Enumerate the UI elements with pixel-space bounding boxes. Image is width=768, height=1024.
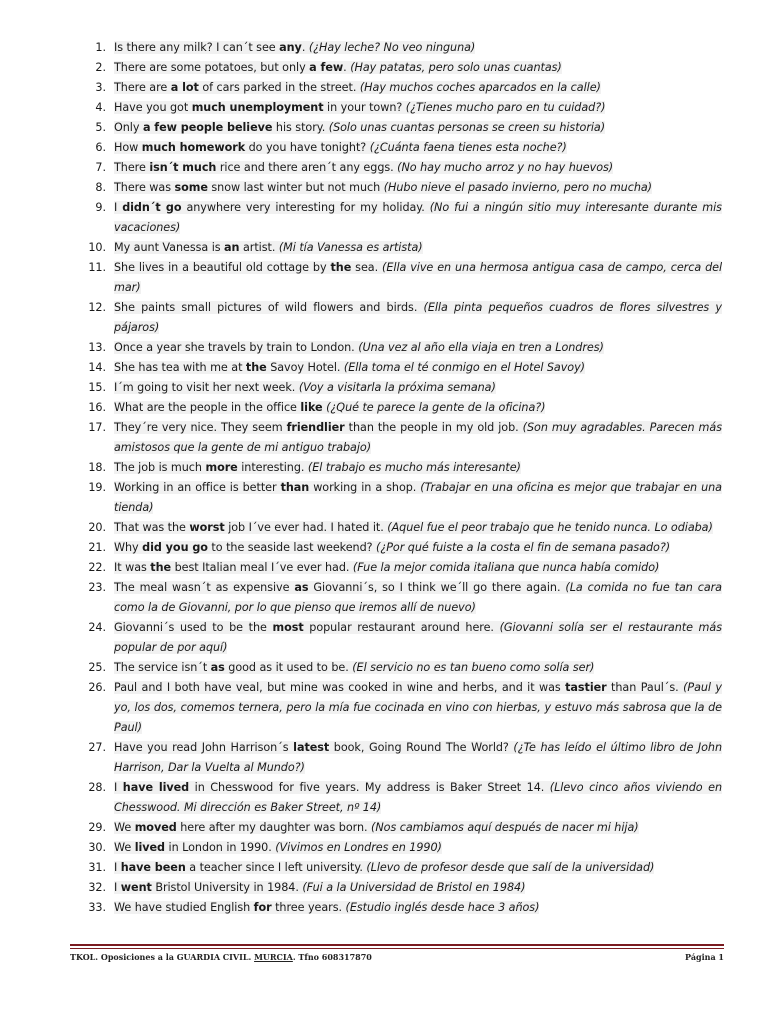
item-text	[114, 78, 722, 98]
footer-phone: . Tfno 608317870	[292, 952, 372, 962]
list-item	[0, 558, 768, 578]
item-number: 32.	[88, 881, 106, 894]
item-text	[114, 118, 722, 138]
item-number: 23.	[88, 581, 106, 594]
spanish-translation: (Son muy agradables. Parecen más amistosos que la gente de mi antiguo trabajo)	[114, 421, 722, 454]
item-highlight	[114, 841, 442, 854]
key-phrase: some	[174, 181, 208, 194]
key-phrase: tastier	[565, 681, 607, 694]
sentence-text: his story.	[272, 121, 329, 134]
spanish-translation: (Ella vive en una hermosa antigua casa de campo, cerca del mar)	[114, 261, 723, 294]
item-number: 3.	[95, 81, 106, 94]
item-number: 1.	[95, 41, 106, 54]
key-phrase: worst	[189, 521, 225, 534]
sentence-text: Working in an office is better	[114, 481, 281, 494]
sentence-text: to the seaside last weekend?	[207, 541, 377, 554]
key-phrase: have been	[120, 861, 186, 874]
item-highlight	[114, 581, 722, 614]
sentence-text: a teacher since I left university.	[185, 861, 367, 874]
sentence-text: I	[114, 781, 123, 794]
list-item	[0, 258, 768, 298]
sentence-text: here after my daughter was born.	[176, 821, 372, 834]
list-item	[0, 838, 768, 858]
item-highlight	[114, 881, 525, 894]
spanish-translation: (Paul y yo, los dos, comemos ternera, pero la mía fue cocinada en vino con hierbas, y estuvo más sabrosa que la de Paul)	[114, 681, 722, 734]
list-item	[0, 358, 768, 378]
item-text	[114, 518, 722, 538]
sentence-text: snow last winter but not much	[207, 181, 384, 194]
item-text	[114, 158, 722, 178]
item-text	[114, 738, 722, 778]
spanish-translation: (Llevo cinco años viviendo en Chesswood. Mi dirección es Baker Street, nº 14)	[114, 781, 722, 814]
sentence-text: She has tea with me at	[114, 361, 246, 374]
item-highlight	[114, 421, 722, 454]
item-text	[114, 58, 722, 78]
item-number: 25.	[88, 661, 106, 674]
item-number: 6.	[95, 141, 106, 154]
spanish-translation: (El trabajo es mucho más interesante)	[307, 461, 521, 474]
item-text	[114, 198, 722, 238]
sentence-text: She paints small pictures of wild flowers and birds.	[114, 301, 424, 314]
sentence-text: We	[114, 821, 135, 834]
key-phrase: a few people believe	[142, 121, 273, 134]
key-phrase: most	[272, 621, 304, 634]
item-highlight	[114, 901, 539, 914]
key-phrase: as	[294, 581, 309, 594]
list-item	[0, 398, 768, 418]
item-text	[114, 458, 722, 478]
key-phrase: did you go	[142, 541, 208, 554]
sentence-text: working in a shop.	[309, 481, 421, 494]
item-text	[114, 658, 722, 678]
list-item	[0, 858, 768, 878]
list-item	[0, 138, 768, 158]
footer-left	[70, 952, 372, 962]
list-item	[0, 778, 768, 818]
list-item	[0, 78, 768, 98]
sentence-text: .	[301, 41, 309, 54]
spanish-translation: (Ella pinta pequeños cuadros de flores silvestres y pájaros)	[114, 301, 722, 334]
item-number: 28.	[88, 781, 106, 794]
spanish-translation: (Ella toma el té conmigo en el Hotel Savoy)	[343, 361, 585, 374]
list-item	[0, 178, 768, 198]
key-phrase: an	[224, 241, 240, 254]
key-phrase: friendlier	[286, 421, 345, 434]
key-phrase: the	[245, 361, 267, 374]
sentence-text: than Paul´s.	[606, 681, 684, 694]
key-phrase: have lived	[122, 781, 190, 794]
sentence-text: artist.	[239, 241, 279, 254]
item-highlight	[114, 261, 722, 294]
key-phrase: a lot	[170, 81, 199, 94]
sentence-text: Have you got	[114, 101, 192, 114]
key-phrase: any	[279, 41, 302, 54]
sentence-text: My aunt Vanessa is	[114, 241, 225, 254]
sentence-text: Only	[114, 121, 143, 134]
spanish-translation: (Trabajar en una oficina es mejor que trabajar en una tienda)	[114, 481, 722, 514]
item-text	[114, 98, 722, 118]
exercise-list	[0, 38, 768, 918]
sentence-text: There are	[114, 81, 171, 94]
key-phrase: like	[300, 401, 323, 414]
list-item	[0, 658, 768, 678]
sentence-text: in your town?	[323, 101, 406, 114]
list-item	[0, 618, 768, 658]
sentence-text: There are some potatoes, but only	[114, 61, 310, 74]
sentence-text: We	[114, 841, 135, 854]
item-text	[114, 818, 722, 838]
item-text	[114, 558, 722, 578]
item-number: 21.	[88, 541, 106, 554]
item-text	[114, 378, 722, 398]
item-text	[114, 398, 722, 418]
sentence-text: job I´ve ever had. I hated it.	[224, 521, 388, 534]
item-text	[114, 298, 722, 338]
item-number: 13.	[88, 341, 106, 354]
footer-city: MURCIA	[254, 952, 293, 962]
spanish-translation: (¿Te has leído el último libro de John Harrison, Dar la Vuelta al Mundo?)	[114, 741, 723, 774]
key-phrase: more	[205, 461, 238, 474]
page-footer	[70, 952, 724, 966]
item-highlight	[114, 181, 652, 194]
spanish-translation: (Fue la mejor comida italiana que nunca había comido)	[352, 561, 660, 574]
sentence-text: Savoy Hotel.	[266, 361, 344, 374]
item-number: 33.	[88, 901, 106, 914]
item-highlight	[114, 741, 722, 774]
key-phrase: the	[330, 261, 352, 274]
item-number: 19.	[88, 481, 106, 494]
list-item	[0, 478, 768, 518]
list-item	[0, 198, 768, 238]
item-number: 4.	[95, 101, 106, 114]
spanish-translation: (Estudio inglés desde hace 3 años)	[345, 901, 540, 914]
sentence-text: interesting.	[237, 461, 308, 474]
spanish-translation: (Hubo nieve el pasado invierno, pero no mucha)	[383, 181, 652, 194]
list-item	[0, 818, 768, 838]
spanish-translation: (Giovanni solía ser el restaurante más popular de por aquí)	[114, 621, 722, 654]
item-highlight	[114, 381, 496, 394]
item-text	[114, 238, 722, 258]
item-text	[114, 838, 722, 858]
sentence-text: Giovanni´s, so I think we´ll go there again.	[308, 581, 566, 594]
sentence-text: Have you read John Harrison´s	[114, 741, 294, 754]
item-highlight	[114, 541, 670, 554]
item-text	[114, 878, 722, 898]
spanish-translation: (Llevo de profesor desde que salí de la universidad)	[366, 861, 655, 874]
list-item	[0, 38, 768, 58]
spanish-translation: (El servicio no es tan bueno como solía ser)	[352, 661, 595, 674]
sentence-text: The job is much	[114, 461, 206, 474]
sentence-text: best Italian meal I´ve ever had.	[171, 561, 353, 574]
item-text	[114, 258, 722, 298]
item-text	[114, 618, 722, 658]
item-text	[114, 38, 722, 58]
sentence-text: We have studied English	[114, 901, 254, 914]
sentence-text: I´m going to visit her next week.	[114, 381, 299, 394]
key-phrase: much homework	[141, 141, 246, 154]
item-number: 7.	[95, 161, 106, 174]
item-text	[114, 178, 722, 198]
item-number: 27.	[88, 741, 106, 754]
item-number: 29.	[88, 821, 106, 834]
item-text	[114, 138, 722, 158]
sentence-text: of cars parked in the street.	[198, 81, 360, 94]
key-phrase: than	[280, 481, 310, 494]
spanish-translation: (Mi tía Vanessa es artista)	[278, 241, 423, 254]
page-number: Página 1	[685, 952, 724, 962]
item-highlight	[114, 621, 722, 654]
item-number: 31.	[88, 861, 106, 874]
item-number: 18.	[88, 461, 106, 474]
sentence-text: Is there any milk? I can´t see	[114, 41, 280, 54]
item-highlight	[114, 121, 605, 134]
sentence-text: How	[114, 141, 142, 154]
sentence-text: sea.	[351, 261, 383, 274]
key-phrase: didn´t go	[122, 201, 182, 214]
item-text	[114, 858, 722, 878]
item-text	[114, 418, 722, 458]
footer-prefix: TKOL. Oposiciones a la GUARDIA CIVIL.	[70, 952, 255, 962]
sentence-text: in London in 1990.	[165, 841, 276, 854]
item-number: 20.	[88, 521, 106, 534]
item-highlight	[114, 301, 722, 334]
item-text	[114, 538, 722, 558]
sentence-text: .	[343, 61, 351, 74]
list-item	[0, 678, 768, 738]
sentence-text: She lives in a beautiful old cottage by	[114, 261, 331, 274]
sentence-text: three years.	[271, 901, 346, 914]
spanish-translation: (Vivimos en Londres en 1990)	[275, 841, 442, 854]
item-highlight	[114, 61, 562, 74]
item-highlight	[114, 781, 722, 814]
item-text	[114, 578, 722, 618]
item-highlight	[114, 521, 713, 534]
spanish-translation: (No fui a ningún sitio muy interesante durante mis vacaciones)	[114, 201, 722, 234]
item-highlight	[114, 821, 639, 834]
item-text	[114, 478, 722, 518]
item-number: 30.	[88, 841, 106, 854]
list-item	[0, 58, 768, 78]
sentence-text: than the people in my old job.	[344, 421, 523, 434]
item-number: 22.	[88, 561, 106, 574]
list-item	[0, 98, 768, 118]
list-item	[0, 418, 768, 458]
item-number: 12.	[88, 301, 106, 314]
spanish-translation: (Voy a visitarla la próxima semana)	[298, 381, 496, 394]
spanish-translation: (¿Cuánta faena tienes esta noche?)	[369, 141, 567, 154]
spanish-translation: (No hay mucho arroz y no hay huevos)	[397, 161, 614, 174]
item-highlight	[114, 561, 659, 574]
list-item	[0, 578, 768, 618]
list-item	[0, 238, 768, 258]
list-item	[0, 378, 768, 398]
sentence-text: Paul and I both have veal, but mine was cooked in wine and herbs, and it was	[114, 681, 566, 694]
sentence-text: The service isn´t	[114, 661, 211, 674]
list-item	[0, 458, 768, 478]
list-item	[0, 338, 768, 358]
key-phrase: much unemployment	[191, 101, 324, 114]
item-highlight	[114, 461, 521, 474]
item-highlight	[114, 661, 594, 674]
item-number: 11.	[88, 261, 106, 274]
list-item	[0, 898, 768, 918]
item-text	[114, 338, 722, 358]
footer-rule-thick	[70, 944, 724, 946]
key-phrase: as	[210, 661, 225, 674]
spanish-translation: (Solo unas cuantas personas se creen su historia)	[328, 121, 606, 134]
key-phrase: for	[253, 901, 272, 914]
item-number: 14.	[88, 361, 106, 374]
spanish-translation: (La comida no fue tan cara como la de Giovanni, por lo que pienso que iremos allí de nuevo)	[114, 581, 722, 614]
key-phrase: a few	[309, 61, 344, 74]
sentence-text: Giovanni´s used to be the	[114, 621, 273, 634]
sentence-text: What are the people in the office	[114, 401, 301, 414]
item-highlight	[114, 341, 604, 354]
sentence-text: do you have tonight?	[245, 141, 370, 154]
list-item	[0, 518, 768, 538]
spanish-translation: (¿Tienes mucho paro en tu cuidad?)	[405, 101, 606, 114]
item-text	[114, 778, 722, 818]
key-phrase: latest	[293, 741, 330, 754]
sentence-text: good as it used to be.	[224, 661, 353, 674]
item-highlight	[114, 101, 605, 114]
sentence-text: There	[114, 161, 150, 174]
item-highlight	[114, 861, 654, 874]
item-number: 8.	[95, 181, 106, 194]
key-phrase: the	[150, 561, 172, 574]
item-number: 17.	[88, 421, 106, 434]
item-highlight	[114, 201, 722, 234]
item-text	[114, 678, 722, 738]
sentence-text: They´re very nice. They seem	[114, 421, 287, 434]
list-item	[0, 878, 768, 898]
item-highlight	[114, 481, 722, 514]
list-item	[0, 538, 768, 558]
item-number: 5.	[95, 121, 106, 134]
key-phrase: went	[120, 881, 152, 894]
sentence-text: Once a year she travels by train to London.	[114, 341, 359, 354]
spanish-translation: (¿Por qué fuiste a la costa el fin de semana pasado?)	[376, 541, 671, 554]
item-highlight	[114, 401, 545, 414]
sentence-text: in Chesswood for five years. My address is Baker Street 14.	[189, 781, 550, 794]
list-item	[0, 738, 768, 778]
item-number: 16.	[88, 401, 106, 414]
sentence-text: anywhere very interesting for my holiday.	[181, 201, 430, 214]
spanish-translation: (Aquel fue el peor trabajo que he tenido nunca. Lo odiaba)	[387, 521, 713, 534]
spanish-translation: (Fui a la Universidad de Bristol en 1984)	[302, 881, 526, 894]
item-number: 26.	[88, 681, 106, 694]
sentence-text: That was the	[114, 521, 190, 534]
list-item	[0, 118, 768, 138]
spanish-translation: (Una vez al año ella viaja en tren a Londres)	[358, 341, 604, 354]
spanish-translation: (¿Hay leche? No veo ninguna)	[308, 41, 476, 54]
item-number: 10.	[88, 241, 106, 254]
item-highlight	[114, 41, 475, 54]
sentence-text: The meal wasn´t as expensive	[114, 581, 295, 594]
item-text	[114, 898, 722, 918]
key-phrase: moved	[134, 821, 177, 834]
footer-rule-thin	[70, 948, 724, 949]
spanish-translation: (Hay muchos coches aparcados en la calle)	[359, 81, 601, 94]
spanish-translation: (Hay patatas, pero solo unas cuantas)	[350, 61, 562, 74]
item-number: 15.	[88, 381, 106, 394]
sentence-text: I	[114, 881, 121, 894]
sentence-text: It was	[114, 561, 151, 574]
item-highlight	[114, 241, 423, 254]
item-highlight	[114, 361, 585, 374]
sentence-text: Why	[114, 541, 143, 554]
item-highlight	[114, 81, 601, 94]
list-item	[0, 158, 768, 178]
key-phrase: lived	[134, 841, 166, 854]
spanish-translation: (¿Qué te parece la gente de la oficina?)	[326, 401, 546, 414]
item-text	[114, 358, 722, 378]
sentence-text: I	[114, 201, 123, 214]
item-number: 9.	[95, 201, 106, 214]
sentence-text: rice and there aren´t any eggs.	[216, 161, 398, 174]
item-highlight	[114, 161, 613, 174]
key-phrase: isn´t much	[149, 161, 217, 174]
sentence-text: I	[114, 861, 121, 874]
sentence-text: popular restaurant around here.	[303, 621, 500, 634]
item-number: 2.	[95, 61, 106, 74]
item-highlight	[114, 681, 722, 734]
list-item	[0, 298, 768, 338]
sentence-text: Bristol University in 1984.	[151, 881, 303, 894]
item-highlight	[114, 141, 567, 154]
spanish-translation: (Nos cambiamos aquí después de nacer mi hija)	[371, 821, 639, 834]
sentence-text: book, Going Round The World?	[329, 741, 514, 754]
item-number: 24.	[88, 621, 106, 634]
sentence-text: There was	[114, 181, 175, 194]
